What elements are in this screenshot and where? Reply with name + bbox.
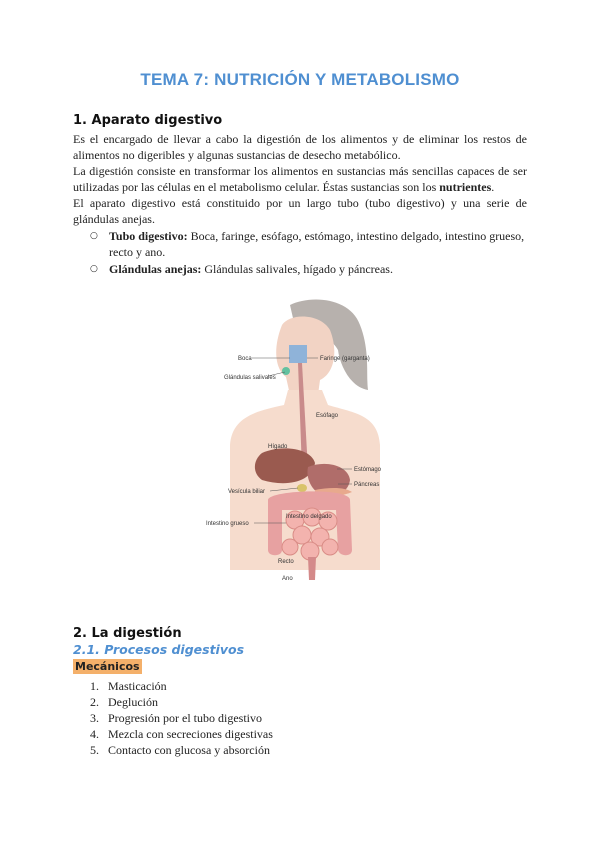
bullet-label: Tubo digestivo: xyxy=(109,229,188,243)
digestive-system-figure xyxy=(190,295,415,585)
list-item xyxy=(90,694,273,710)
list-number: 4. xyxy=(90,727,99,741)
nutrientes-term: nutrientes xyxy=(439,180,492,194)
numbered-list xyxy=(90,678,273,758)
salivary-gland-shape xyxy=(282,367,290,375)
bullet-text: Glándulas salivales, hígado y páncreas. xyxy=(201,262,393,276)
paragraph-digestion-end: . xyxy=(491,180,495,194)
page-title: TEMA 7: NUTRICIÓN Y METABOLISMO xyxy=(140,70,460,89)
list-item xyxy=(90,261,527,277)
list-text: Progresión por el tubo digestivo xyxy=(108,711,262,725)
section-heading-digestion: 2. La digestión xyxy=(73,626,182,641)
label-estomago: Estómago xyxy=(354,467,382,473)
bullet-text: Boca, faringe, esófago, estómago, intestino delgado, intestino grueso, recto y ano. xyxy=(109,229,525,259)
list-text: Mezcla con secreciones digestivas xyxy=(108,727,273,741)
label-intestino-grueso: Intestino grueso xyxy=(206,521,249,527)
list-item xyxy=(90,678,273,694)
bullet-list xyxy=(90,228,527,278)
label-vesicula-biliar: Vesícula biliar xyxy=(228,489,266,495)
rectum-shape xyxy=(308,557,316,580)
highlight-tag-mecanicos: Mecánicos xyxy=(75,660,140,673)
list-text: Deglución xyxy=(108,695,158,709)
label-ano: Ano xyxy=(282,576,293,582)
label-recto: Recto xyxy=(278,559,294,565)
list-number: 3. xyxy=(90,711,99,725)
section-heading-aparato-digestivo: 1. Aparato digestivo xyxy=(73,113,223,128)
label-faringe: Faringe (garganta) xyxy=(320,356,370,362)
list-number: 1. xyxy=(90,679,99,693)
list-text: Masticación xyxy=(108,679,167,693)
label-higado: Hígado xyxy=(268,444,288,450)
pharynx-shape xyxy=(289,345,307,363)
label-glandulas-salivales: Glándulas salivales xyxy=(224,375,276,381)
bullet-circle-icon: ○ xyxy=(90,231,98,241)
list-number: 5. xyxy=(90,743,99,757)
paragraph-digestion-text: La digestión consiste en transformar los alimentos en sustancias más sencillas capaces de ser utilizadas por las células en el metabolismo celular. Éstas sustancias son los xyxy=(73,164,527,194)
label-intestino-delgado: Intestino delgado xyxy=(286,514,332,520)
paragraph-digestion xyxy=(73,163,527,195)
bullet-label: Glándulas anejas: xyxy=(109,262,202,276)
paragraph-structure: El aparato digestivo está constituido por un largo tubo (tubo digestivo) y una serie de glándulas anejas. xyxy=(73,196,527,226)
list-text: Contacto con glucosa y absorción xyxy=(108,743,270,757)
bullet-circle-icon: ○ xyxy=(90,264,98,274)
gallbladder-shape xyxy=(297,484,307,492)
subsection-heading-procesos: 2.1. Procesos digestivos xyxy=(73,642,245,657)
label-pancreas: Páncreas xyxy=(354,482,380,488)
label-boca: Boca xyxy=(238,356,252,362)
list-number: 2. xyxy=(90,695,99,709)
label-esofago: Esófago xyxy=(316,413,339,419)
list-item xyxy=(90,726,273,742)
paragraph-definition: Es el encargado de llevar a cabo la digestión de los alimentos y de eliminar los restos de alimentos no digeribles y algunas sustancias de desecho metabólico. xyxy=(73,132,527,162)
list-item xyxy=(90,742,273,758)
list-item xyxy=(90,710,273,726)
list-item xyxy=(90,228,527,260)
